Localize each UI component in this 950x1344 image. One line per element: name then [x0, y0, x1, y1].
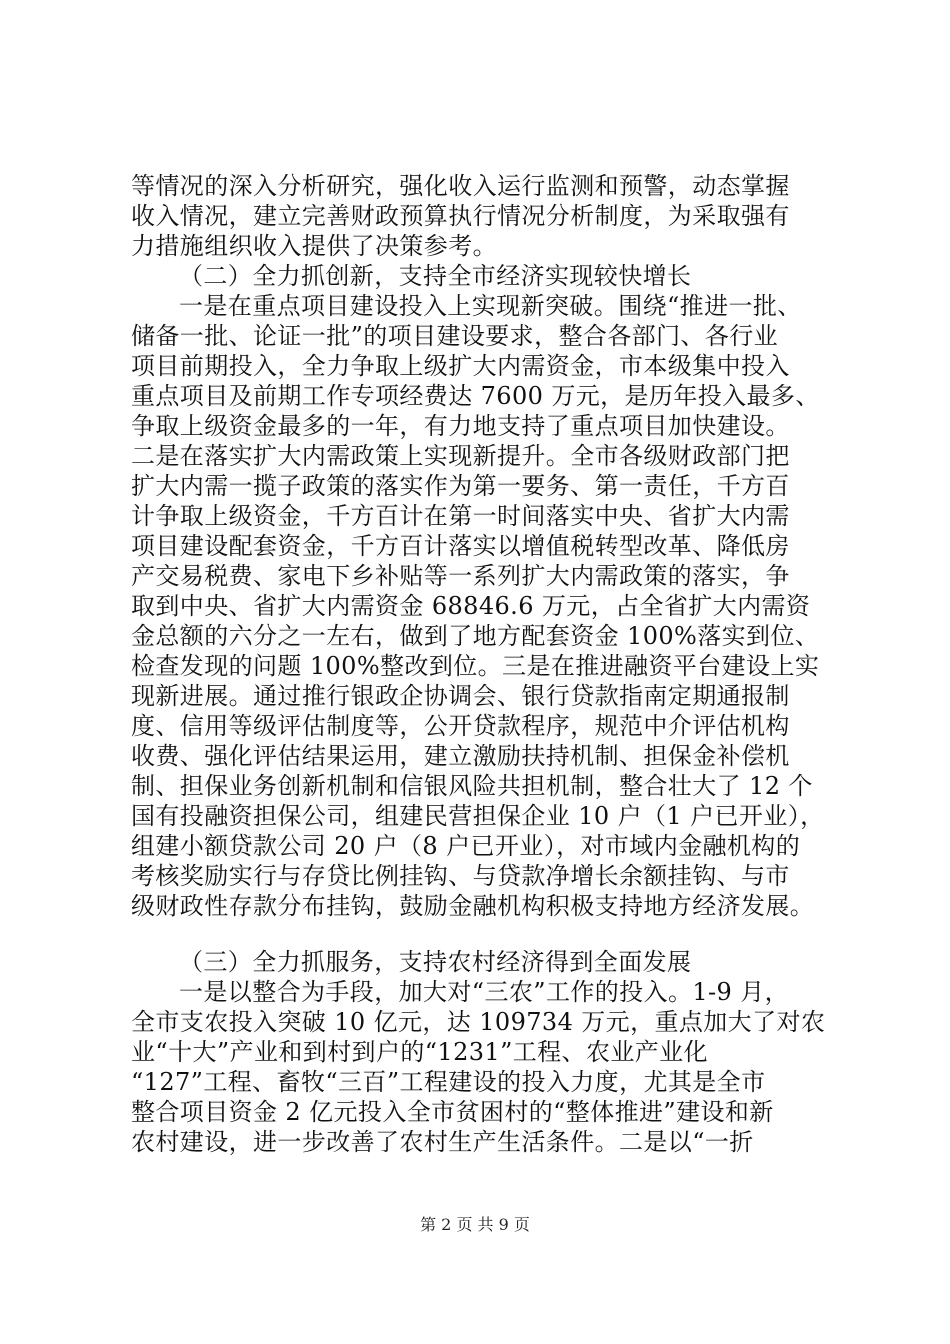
- text-line: 争取上级资金最多的一年，有力地支持了重点项目加快建设。: [131, 412, 790, 440]
- text-line: 一是在重点项目建设投入上实现新突破。围绕“推进一批、: [179, 292, 802, 320]
- text-line: “127”工程、畜牧“三百”工程建设的投入力度，尤其是全市: [131, 1068, 766, 1096]
- text-line: 全市支农投入突破 10 亿元，达 109734 万元，重点加大了对农: [131, 1008, 826, 1036]
- text-line: 级财政性存款分布挂钩，鼓励金融机构积极支持地方经济发展。: [131, 892, 815, 920]
- text-line: 业“十大”产业和到村到户的“1231”工程、农业产业化: [131, 1038, 708, 1066]
- text-line: 度、信用等级评估制度等，公开贷款程序，规范中介评估机构: [131, 712, 790, 740]
- text-line: 扩大内需一揽子政策的落实作为第一要务、第一责任，千方百: [131, 472, 790, 500]
- paragraph-innovation-body: [131, 291, 825, 921]
- text-line: 一是以整合为手段，加大对“三农”工作的投入。1-9 月，: [179, 978, 790, 1006]
- text-line: 组建小额贷款公司 20 户（8 户已开业），对市域内金融机构的: [131, 832, 801, 860]
- section-heading: （二）全力抓创新，支持全市经济实现较快增长: [179, 262, 692, 290]
- text-line: 项目前期投入，全力争取上级扩大内需资金，市本级集中投入: [131, 352, 790, 380]
- text-line: 计争取上级资金，千方百计在第一时间落实中央、省扩大内需: [131, 502, 790, 530]
- text-line: 现新进展。通过推行银政企协调会、银行贷款指南定期通报制: [131, 682, 790, 710]
- text-line: 产交易税费、家电下乡补贴等一系列扩大内需政策的落实，争: [131, 562, 790, 590]
- text-line: 取到中央、省扩大内需资金 68846.6 万元，占全省扩大内需资: [131, 592, 811, 620]
- text-line: 二是在落实扩大内需政策上实现新提升。全市各级财政部门把: [131, 442, 790, 470]
- text-line: 等情况的深入分析研究，强化收入运行监测和预警，动态掌握: [131, 172, 790, 200]
- section-heading-innovation: [131, 261, 821, 291]
- paragraph-gap: [131, 921, 821, 947]
- text-line: 项目建设配套资金，千方百计落实以增值税转型改革、降低房: [131, 532, 790, 560]
- text-line: 农村建设，进一步改善了农村生产生活条件。二是以“一折: [131, 1128, 754, 1156]
- text-line: 收入情况，建立完善财政预算执行情况分析制度，为采取强有: [131, 202, 790, 230]
- section-heading-service: [131, 947, 821, 977]
- paragraph-service-body: [131, 977, 826, 1157]
- text-line: 金总额的六分之一左右，做到了地方配套资金 100%落实到位、: [131, 622, 820, 650]
- text-line: 整合项目资金 2 亿元投入全市贫困村的“整体推进”建设和新: [131, 1098, 774, 1126]
- text-line: 检查发现的问题 100%整改到位。三是在推进融资平台建设上实: [131, 652, 820, 680]
- document-body: [131, 171, 826, 1157]
- text-line: 国有投融资担保公司，组建民营担保企业 10 户（1 户已开业），: [131, 802, 825, 830]
- text-line: 考核奖励实行与存贷比例挂钩、与贷款净增长余额挂钩、与市: [131, 862, 790, 890]
- paragraph-income-analysis: [131, 171, 821, 261]
- text-line: 制、担保业务创新机制和信银风险共担机制，整合壮大了 12 个: [131, 772, 813, 800]
- section-heading: （三）全力抓服务，支持农村经济得到全面发展: [179, 948, 692, 976]
- page-number-footer: 第 2 页 共 9 页: [420, 1215, 530, 1234]
- text-line: 重点项目及前期工作专项经费达 7600 万元，是历年投入最多、: [131, 382, 820, 410]
- text-line: 收费、强化评估结果运用，建立激励扶持机制、担保金补偿机: [131, 742, 790, 770]
- text-line: 储备一批、论证一批”的项目建设要求，整合各部门、各行业: [131, 322, 779, 350]
- text-line: 力措施组织收入提供了决策参考。: [131, 232, 497, 260]
